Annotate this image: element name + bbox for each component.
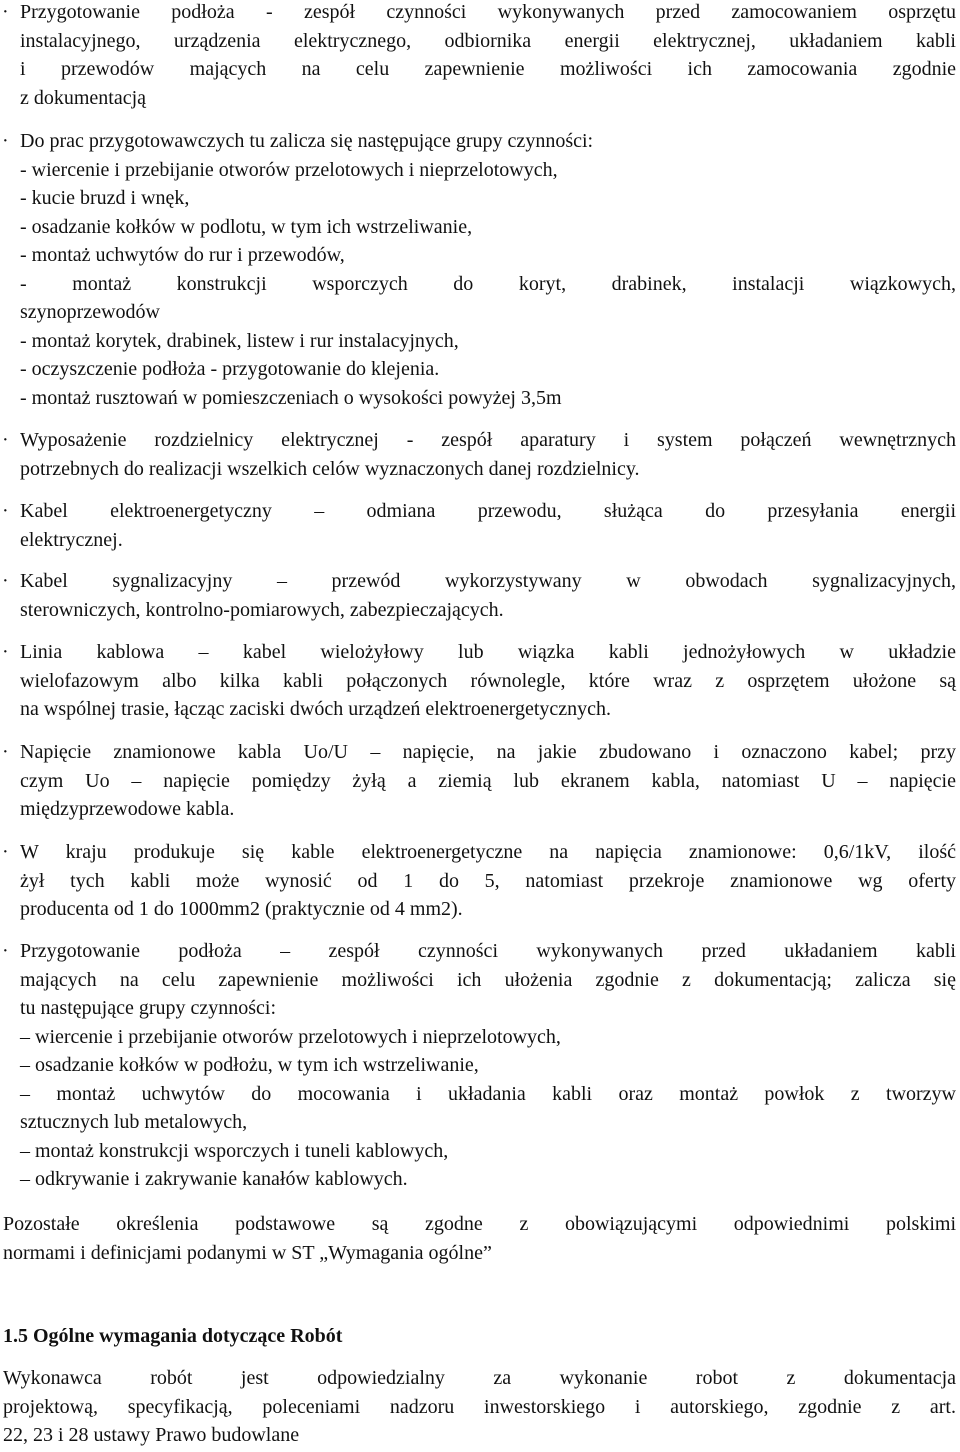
text-line: Wykonawca robót jest odpowiedzialny za wykonanie robot z dokumentacja — [3, 1367, 956, 1389]
list-item-continuation: szynoprzewodów — [20, 301, 160, 323]
bullet-dot: · — [2, 841, 9, 863]
text-line: Wyposażenie rozdzielnicy elektrycznej - zespół aparatury i system połączeń wewnętrznych — [20, 429, 956, 451]
text-line: żył tych kabli może wynosić od 1 do 5, natomiast przekroje znamionowe wg oferty — [20, 869, 956, 892]
list-item: - kucie bruzd i wnęk, — [20, 187, 190, 209]
text-line: wielofazowym albo kilka kabli połączonych równolegle, które wraz z osprzętem ułożone są — [20, 669, 956, 692]
list-item: – osadzanie kołków w podłożu, w tym ich wstrzeliwanie, — [20, 1054, 479, 1076]
section-title: 1.5 Ogólne wymagania dotyczące Robót — [3, 1325, 343, 1347]
text-line: W kraju produkuje się kable elektroenergetyczne na napięcia znamionowe: 0,6/1kV, ilość — [20, 841, 956, 863]
bullet-dot: · — [2, 130, 9, 152]
list-item: – odkrywanie i zakrywanie kanałów kablowych. — [20, 1168, 408, 1190]
bullet-dot: · — [2, 429, 9, 451]
text-line: potrzebnych do realizacji wszelkich celów wyznaczonych danej rozdzielnicy. — [20, 457, 640, 480]
bullet-dot: · — [2, 1, 9, 23]
text-line: na wspólnej trasie, łącząc zaciski dwóch urządzeń elektroenergetycznych. — [20, 698, 612, 720]
list-item-continuation: sztucznych lub metalowych, — [20, 1111, 248, 1133]
text-line: międzyprzewodowe kabla. — [20, 798, 235, 820]
list-item: - montaż korytek, drabinek, listew i rur instalacyjnych, — [20, 329, 459, 352]
text-line: tu następujące grupy czynności: — [20, 997, 277, 1019]
list-item: - wiercenie i przebijanie otworów przelotowych i nieprzelotowych, — [20, 158, 558, 181]
list-item: - montaż rusztowań w pomieszczeniach o wysokości powyżej 3,5m — [20, 386, 562, 409]
text-line: Linia kablowa – kabel wielożyłowy lub wiązka kabli jednożyłowych w układzie — [20, 641, 956, 663]
list-item: - oczyszczenie podłoża - przygotowanie do klejenia. — [20, 358, 440, 380]
list-item: – wiercenie i przebijanie otworów przelotowych i nieprzelotowych, — [20, 1025, 561, 1048]
text-line: i przewodów mających na celu zapewnienie możliwości ich zamocowania zgodnie — [20, 58, 956, 80]
text-line: 22, 23 i 28 ustawy Prawo budowlane — [3, 1424, 300, 1446]
text-line: mających na celu zapewnienie możliwości ich ułożenia zgodnie z dokumentacją; zalicza się — [20, 968, 956, 991]
text-line: producenta od 1 do 1000mm2 (praktycznie od 4 mm2). — [20, 898, 463, 920]
text-line: Przygotowanie podłoża - zespół czynności wykonywanych przed zamocowaniem osprzętu — [20, 1, 956, 23]
bullet-dot: · — [2, 641, 9, 663]
text-line: Przygotowanie podłoża – zespół czynności wykonywanych przed układaniem kabli — [20, 940, 956, 962]
list-item: - montaż konstrukcji wsporczych do koryt, drabinek, instalacji wiązkowych, — [20, 272, 956, 295]
text-line: Do prac przygotowawczych tu zalicza się następujące grupy czynności: — [20, 130, 594, 152]
text-line: Napięcie znamionowe kabla Uo/U – napięcie, na jakie zbudowano i oznaczono kabel; przy — [20, 741, 956, 763]
bullet-dot: · — [2, 500, 9, 522]
text-line: instalacyjnego, urządzenia elektrycznego, odbiornika energii elektrycznej, układaniem kabli — [20, 29, 956, 52]
text-line: sterowniczych, kontrolno-pomiarowych, zabezpieczających. — [20, 598, 504, 621]
text-line: Pozostałe określenia podstawowe są zgodne z obowiązującymi odpowiednimi polskimi — [3, 1213, 956, 1235]
text-line: Kabel elektroenergetyczny – odmiana przewodu, służąca do przesyłania energii — [20, 500, 956, 522]
list-item: – montaż uchwytów do mocowania i układania kabli oraz montaż powłok z tworzyw — [20, 1082, 956, 1105]
text-line: czym Uo – napięcie pomiędzy żyłą a ziemią lub ekranem kabla, natomiast U – napięcie — [20, 769, 956, 792]
text-line: z dokumentacją — [20, 86, 147, 109]
bullet-dot: · — [2, 940, 9, 962]
list-item: - montaż uchwytów do rur i przewodów, — [20, 244, 345, 266]
text-line: elektrycznej. — [20, 528, 123, 551]
bullet-dot: · — [2, 570, 9, 592]
list-item: – montaż konstrukcji wsporczych i tuneli kablowych, — [20, 1139, 449, 1162]
list-item: - osadzanie kołków w podlotu, w tym ich wstrzeliwanie, — [20, 215, 473, 238]
text-line: Kabel sygnalizacyjny – przewód wykorzystywany w obwodach sygnalizacyjnych, — [20, 570, 956, 592]
bullet-dot: · — [2, 741, 9, 763]
text-line: normami i definicjami podanymi w ST „Wymagania ogólne” — [3, 1241, 492, 1264]
text-line: projektową, specyfikacją, poleceniami nadzoru inwestorskiego i autorskiego, zgodnie z art. — [3, 1395, 956, 1418]
